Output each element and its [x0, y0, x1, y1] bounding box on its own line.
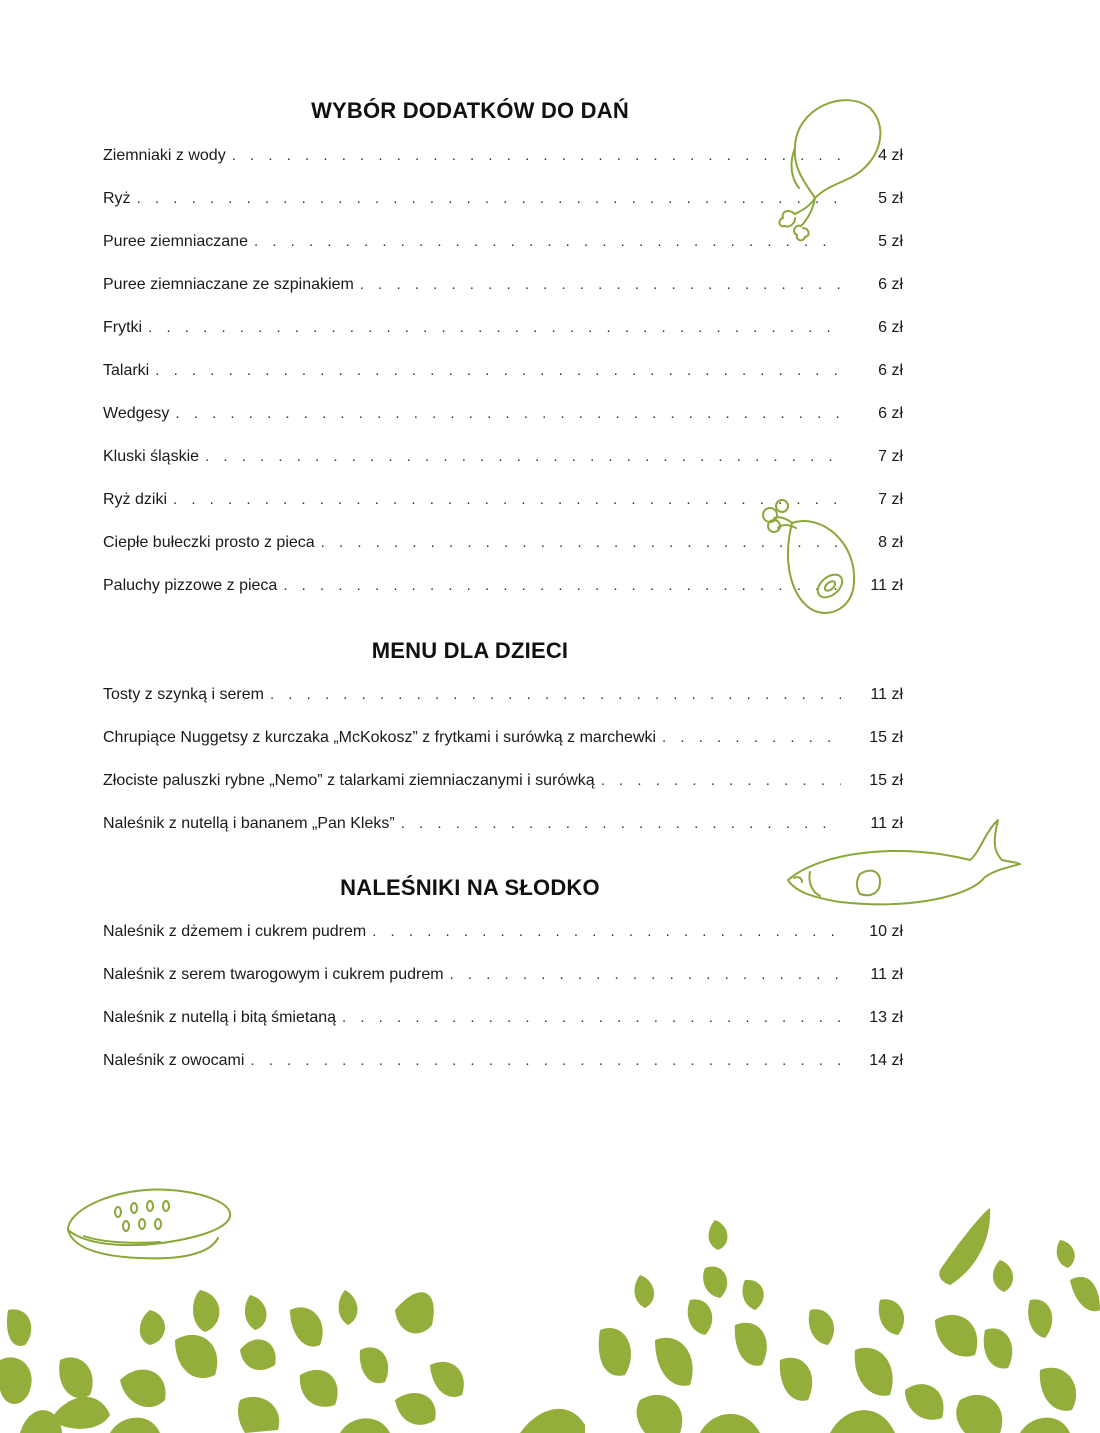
item-price: 5 zł — [878, 233, 903, 250]
dot-leader — [250, 1052, 841, 1069]
menu-item — [103, 923, 903, 947]
dot-leader — [254, 233, 841, 250]
item-price: 7 zł — [878, 491, 903, 508]
menu-item — [103, 319, 903, 343]
item-name: Ciepłe bułeczki prosto z pieca — [103, 534, 315, 551]
item-price: 11 zł — [870, 966, 903, 983]
item-price: 6 zł — [878, 276, 903, 293]
item-name: Paluchy pizzowe z pieca — [103, 577, 278, 594]
item-name: Puree ziemniaczane — [103, 233, 248, 250]
item-name: Puree ziemniaczane ze szpinakiem — [103, 276, 354, 293]
dot-leader — [401, 815, 841, 832]
item-price: 8 zł — [878, 534, 903, 551]
item-name: Naleśnik z owocami — [103, 1052, 245, 1069]
item-name: Wedgesy — [103, 405, 170, 422]
item-price: 6 zł — [878, 319, 903, 336]
dot-leader — [232, 147, 841, 164]
item-price: 14 zł — [869, 1052, 903, 1069]
dot-leader — [173, 491, 841, 508]
menu-item — [103, 448, 903, 472]
item-price: 5 zł — [878, 190, 903, 207]
item-price: 15 zł — [869, 772, 903, 789]
leaves-icon — [0, 1200, 1100, 1433]
item-price: 6 zł — [878, 362, 903, 379]
item-price: 11 zł — [870, 686, 903, 703]
dot-leader — [601, 772, 841, 789]
ham-icon — [752, 488, 862, 623]
item-name: Talarki — [103, 362, 150, 379]
item-price: 15 zł — [869, 729, 903, 746]
item-price: 10 zł — [869, 923, 903, 940]
item-name: Naleśnik z nutellą i bananem „Pan Kleks” — [103, 815, 395, 832]
dot-leader — [342, 1009, 841, 1026]
item-name: Naleśnik z nutellą i bitą śmietaną — [103, 1009, 337, 1026]
dot-leader — [360, 276, 841, 293]
menu-item — [103, 405, 903, 429]
item-name: Ziemniaki z wody — [103, 147, 226, 164]
chicken-leg-icon — [755, 88, 890, 248]
section-title-sides: WYBÓR DODATKÓW DO DAŃ — [311, 98, 629, 123]
item-price: 6 zł — [878, 405, 903, 422]
dot-leader — [450, 966, 841, 983]
item-price: 13 zł — [869, 1009, 903, 1026]
item-name: Frytki — [103, 319, 143, 336]
item-name: Naleśnik z serem twarogowym i cukrem pudrem — [103, 966, 444, 983]
menu-item — [103, 966, 903, 990]
fish-icon — [780, 812, 1025, 912]
item-name: Ryż — [103, 190, 131, 207]
item-price: 4 zł — [878, 147, 903, 164]
menu-item — [103, 686, 903, 710]
dot-leader — [270, 686, 841, 703]
item-price: 11 zł — [870, 815, 903, 832]
dot-leader — [205, 448, 841, 465]
dot-leader — [175, 405, 841, 422]
menu-item — [103, 772, 903, 796]
dot-leader — [662, 729, 841, 746]
item-name: Tosty z szynką i serem — [103, 686, 264, 703]
item-price: 7 zł — [878, 448, 903, 465]
dot-leader — [148, 319, 841, 336]
menu-item — [103, 276, 903, 300]
item-price: 11 zł — [870, 577, 903, 594]
item-name: Chrupiące Nuggetsy z kurczaka „McKokosz” z frytkami i surówką z marchewki — [103, 729, 657, 746]
dot-leader — [137, 190, 841, 207]
menu-item — [103, 362, 903, 386]
menu-item — [103, 1052, 903, 1076]
item-name: Kluski śląskie — [103, 448, 200, 465]
item-name: Złociste paluszki rybne „Nemo” z talarkami ziemniaczanymi i surówką — [103, 772, 595, 789]
section-title-kids: MENU DLA DZIECI — [371, 638, 569, 663]
dot-leader — [155, 362, 841, 379]
dot-leader — [372, 923, 841, 940]
item-name: Naleśnik z dżemem i cukrem pudrem — [103, 923, 367, 940]
menu-item — [103, 1009, 903, 1033]
section-title-sweet-pancakes: NALEŚNIKI NA SŁODKO — [340, 875, 600, 900]
menu-item — [103, 729, 903, 753]
item-name: Ryż dziki — [103, 491, 168, 508]
